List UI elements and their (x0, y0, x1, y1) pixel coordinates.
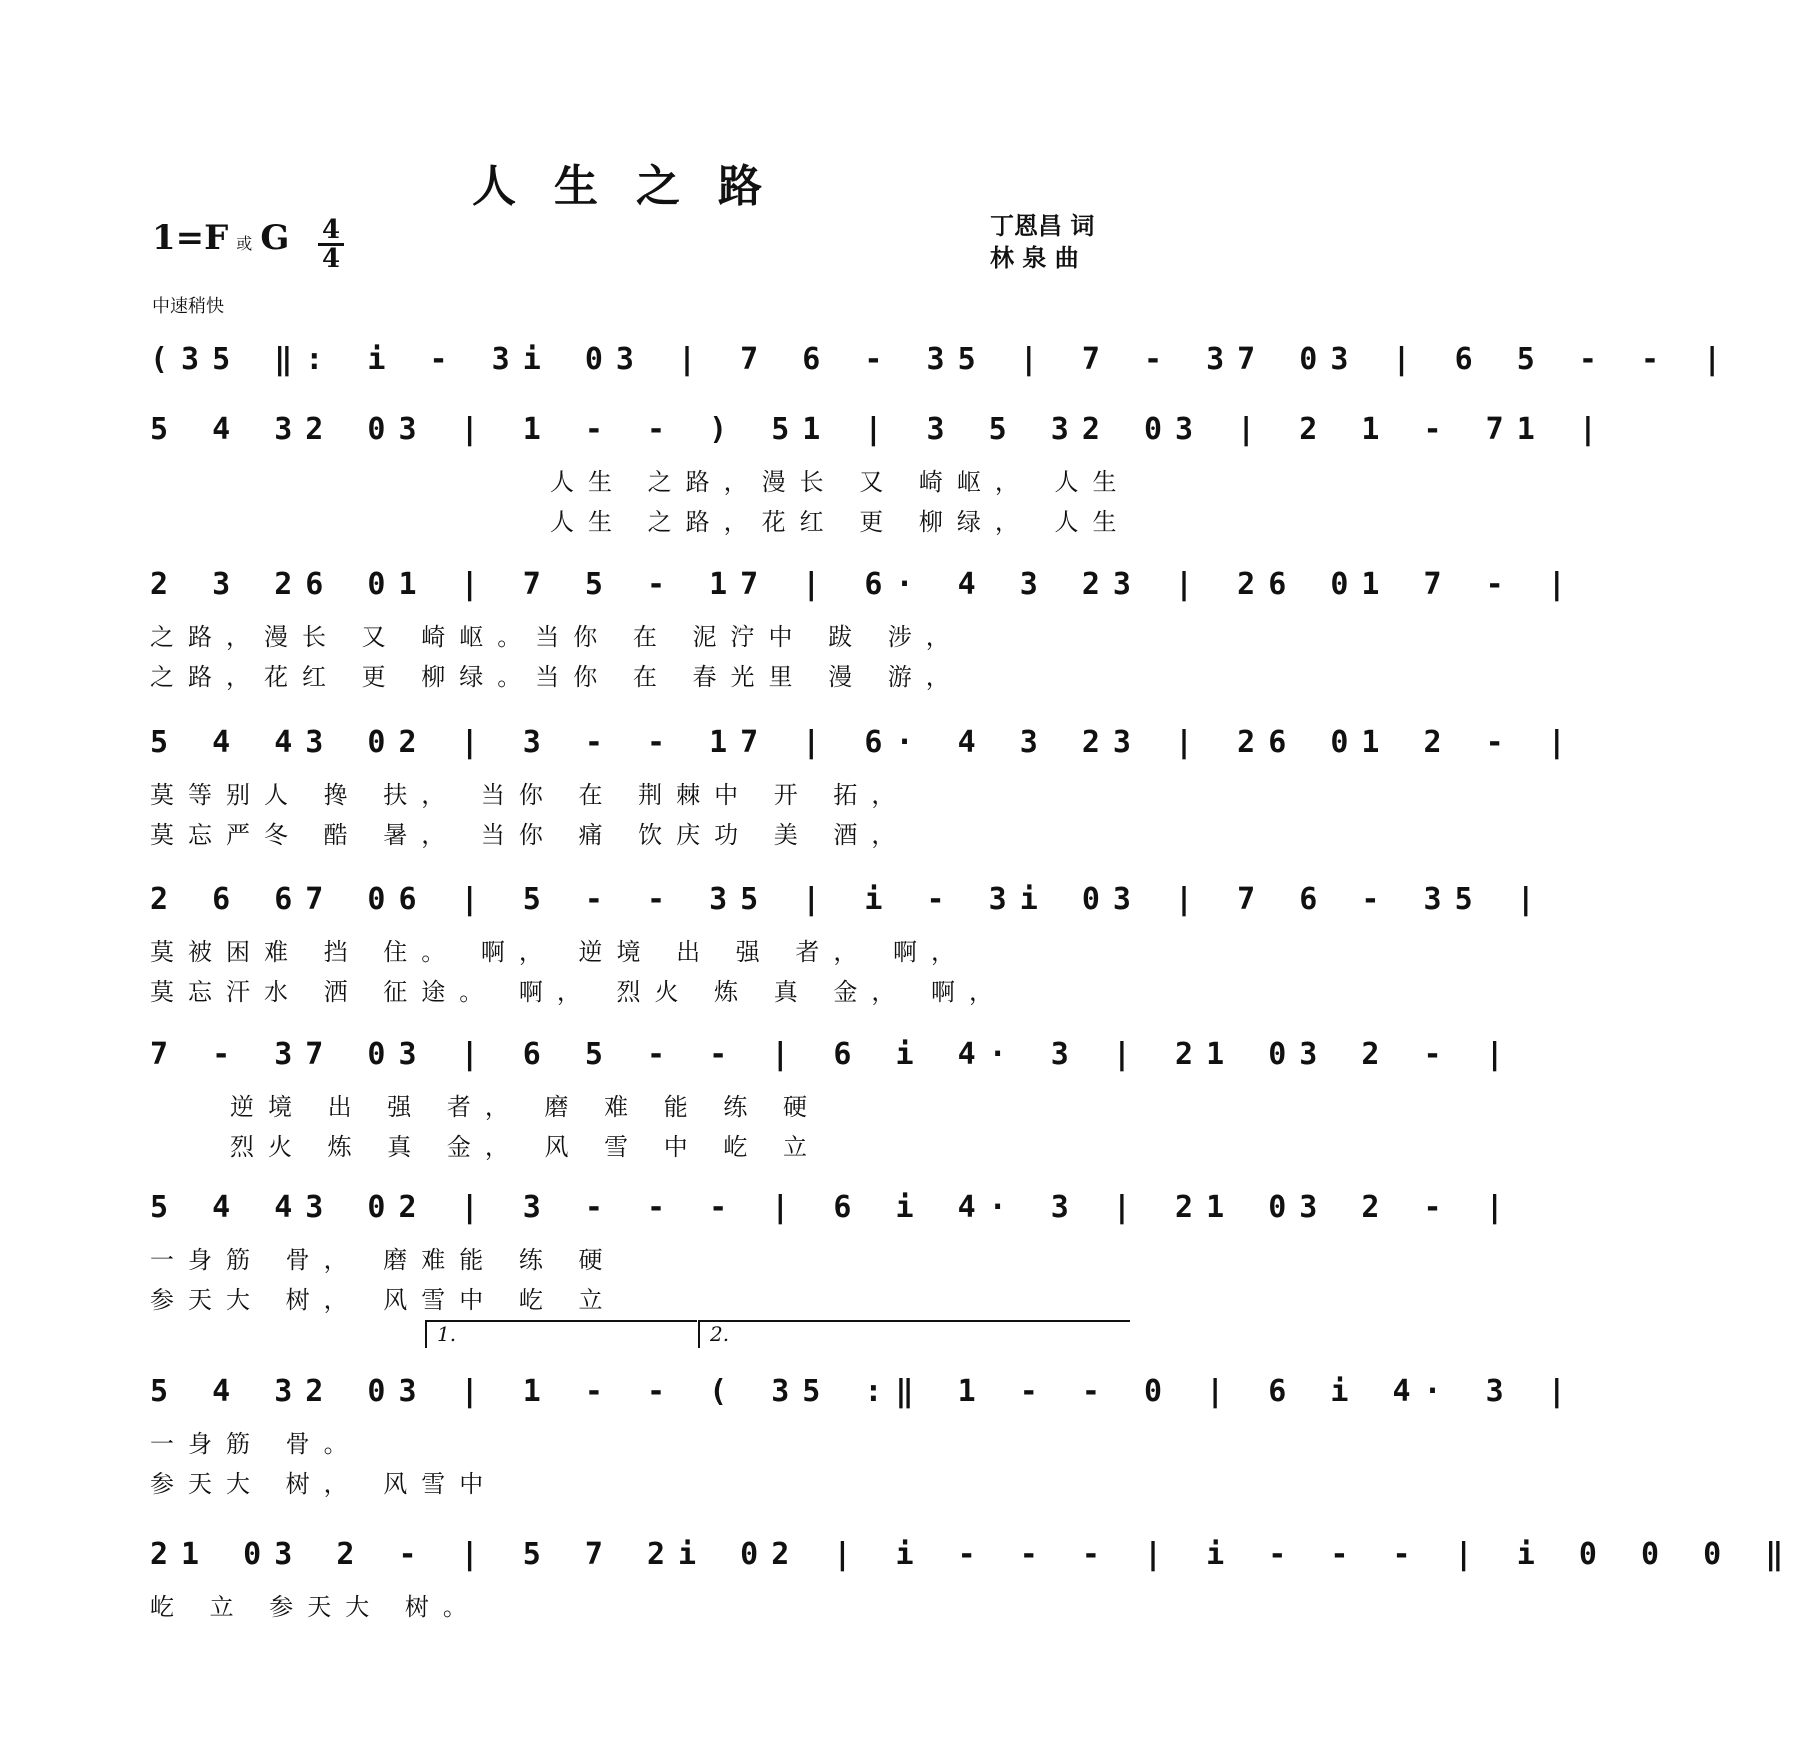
notation-line: 2 6 67 06 | 5 - - 35 | i - 3i 03 | 7 6 - 35 | (150, 882, 1548, 917)
lyric-verse-2: 莫忘严冬 酷 暑， 当你 痛 饮庆功 美 酒， (150, 821, 910, 849)
time-bottom: 4 (321, 244, 341, 274)
key-alt: G (260, 218, 290, 258)
lyric-verse-2: 人生 之路，花红 更 柳绿， 人生 (550, 508, 1131, 536)
time-signature (318, 215, 344, 274)
lyric-verse-1: 莫被困难 挡 住。 啊， 逆境 出 强 者， 啊， (150, 938, 970, 966)
volta-1: 1. (425, 1320, 697, 1348)
lyric-verse-2: 参天大 树， 风雪中 屹 立 (150, 1286, 617, 1314)
key-main: 1=F (152, 218, 229, 258)
time-top: 4 (321, 215, 341, 245)
lyric-verse-1: 一身筋 骨。 (150, 1430, 362, 1458)
lyric-verse-1: 逆境 出 强 者， 磨 难 能 练 硬 (230, 1093, 822, 1121)
lyric-verse-2: 烈火 炼 真 金， 风 雪 中 屹 立 (230, 1133, 822, 1161)
notation-line: (35 ‖: i - 3i 03 | 7 6 - 35 | 7 - 37 03 | 6 5 - - | (150, 342, 1735, 377)
notation-line: 5 4 43 02 | 3 - - - | 6 i 4· 3 | 21 03 2 - | (150, 1190, 1517, 1225)
lyric-verse-1: 莫等别人 搀 扶， 当你 在 荆棘中 开 拓， (150, 781, 910, 809)
key-signature (152, 218, 289, 258)
key-or: 或 (236, 234, 253, 253)
notation-line: 5 4 32 03 | 1 - - ( 35 :‖ 1 - - 0 | 6 i 4· 3 | (150, 1374, 1579, 1409)
composer: 林 泉 曲 (990, 244, 1079, 272)
volta-2: 2. (698, 1320, 1130, 1348)
lyric-verse-1: 一身筋 骨， 磨难能 练 硬 (150, 1246, 617, 1274)
notation-line: 21 03 2 - | 5 7 2i 02 | i - - - | i - - - | i 0 0 0 ‖ (150, 1537, 1796, 1572)
notation-line: 2 3 26 01 | 7 5 - 17 | 6· 4 3 23 | 26 01 7 - | (150, 567, 1579, 602)
tempo-marking: 中速稍快 (152, 296, 224, 317)
lyric-verse-1: 之路，漫长 又 崎岖。当你 在 泥泞中 跋 涉， (150, 623, 964, 651)
lyric-verse-1: 屹 立 参天大 树。 (150, 1593, 481, 1621)
notation-line: 7 - 37 03 | 6 5 - - | 6 i 4· 3 | 21 03 2 - | (150, 1037, 1517, 1072)
lyric-verse-1: 人生 之路，漫长 又 崎岖， 人生 (550, 468, 1131, 496)
notation-line: 5 4 43 02 | 3 - - 17 | 6· 4 3 23 | 26 01 2 - | (150, 725, 1579, 760)
lyric-verse-2: 之路，花红 更 柳绿。当你 在 春光里 漫 游， (150, 663, 964, 691)
credits (990, 210, 1094, 274)
lyric-verse-2: 莫忘汗水 洒 征途。 啊， 烈火 炼 真 金， 啊， (150, 978, 1008, 1006)
song-title: 人生之路 (472, 161, 800, 212)
lyric-verse-2: 参天大 树， 风雪中 (150, 1470, 498, 1498)
lyricist: 丁恩昌 词 (990, 212, 1095, 240)
notation-line: 5 4 32 03 | 1 - - ) 51 | 3 5 32 03 | 2 1 - 71 | (150, 412, 1610, 447)
